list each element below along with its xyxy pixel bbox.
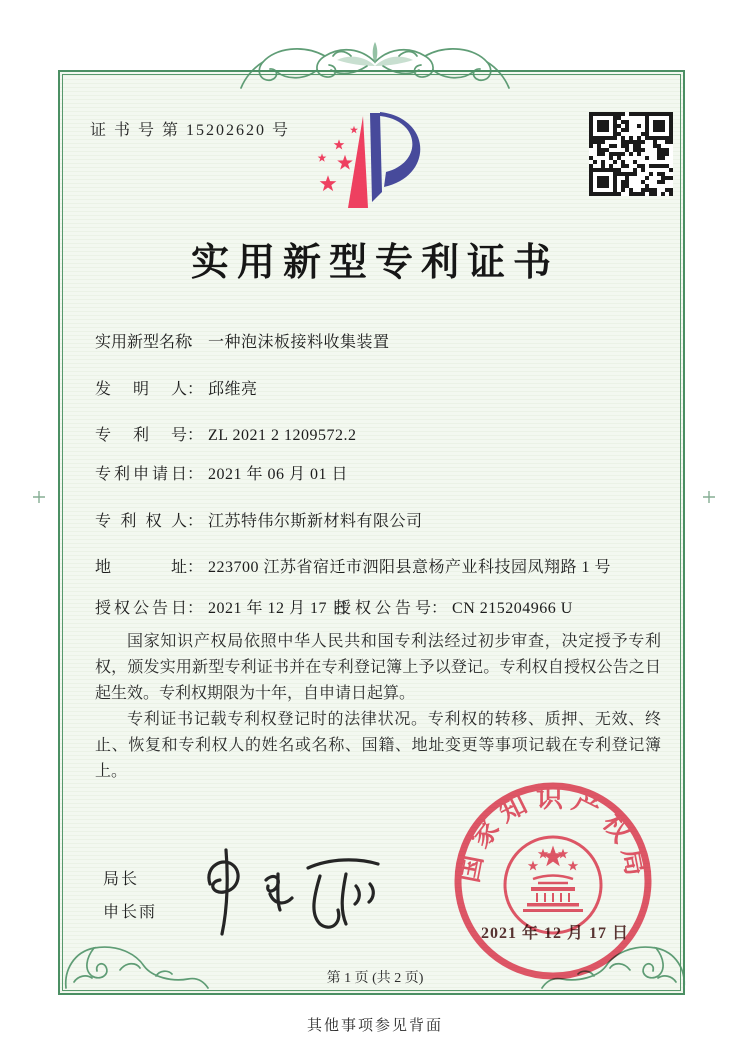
field-colon: ： — [431, 600, 448, 617]
field-value: CN 215204966 U — [452, 600, 573, 617]
field-label: 专利权人 — [95, 513, 187, 530]
cnipa-logo — [308, 110, 434, 214]
top-vine-ornament — [238, 40, 512, 94]
field-label: 实用新型名称 — [95, 334, 192, 351]
field-address — [95, 554, 665, 577]
commissioner-signature — [180, 846, 410, 938]
field-label: 授权公告号 — [335, 600, 431, 617]
field-value: 一种泡沫板接料收集装置 — [208, 334, 390, 351]
field-label: 发明人 — [95, 381, 187, 398]
legal-text — [95, 629, 661, 785]
field-grant-date — [95, 595, 665, 618]
certificate-title: 实用新型专利证书 — [190, 242, 559, 284]
field-colon: ： — [187, 466, 204, 483]
seal-agency-text: 国家知识产权局 — [453, 783, 653, 885]
qr-code — [589, 112, 673, 196]
field-value: 223700 江苏省宿迁市泗阳县意杨产业科技园凤翔路 1 号 — [208, 559, 612, 576]
field-filing-date — [95, 461, 665, 484]
field-colon: ： — [187, 334, 204, 351]
svg-text:国家知识产权局 — [454, 783, 653, 885]
field-colon: ： — [187, 559, 204, 576]
back-note: 其他事项参见背面 — [306, 1018, 443, 1034]
field-value: 2021 年 12 月 17 日 — [208, 600, 349, 617]
right-edge-cross-mark — [702, 490, 716, 504]
field-grant-publication-number — [335, 595, 573, 618]
field-colon: ： — [187, 427, 204, 444]
official-seal — [450, 779, 656, 985]
page-number: 第 1 页 (共 2 页) — [326, 971, 424, 986]
legal-paragraph: 国家知识产权局依照中华人民共和国专利法经过初步审查，决定授予专利权，颁发实用新型专利证书并在专利登记簿上予以登记。专利权自授权公告之日起生效。专利权期限为十年，自申请日起算。 — [95, 633, 661, 702]
field-value: 邱维亮 — [208, 381, 258, 398]
field-label: 地址 — [95, 559, 187, 576]
field-label: 专利申请日 — [95, 466, 187, 483]
field-label: 授权公告日 — [95, 600, 187, 617]
commissioner-name: 申长雨 — [103, 904, 158, 921]
commissioner-title: 局长 — [103, 871, 140, 888]
national-emblem — [505, 837, 601, 933]
field-colon: ： — [187, 513, 204, 530]
field-colon: ： — [187, 600, 204, 617]
legal-paragraph: 专利证书记载专利权登记时的法律状况。专利权的转移、质押、无效、终止、恢复和专利权人的姓名或名称、国籍、地址变更等事项记载在专利登记簿上。 — [95, 711, 661, 780]
field-utility-model-name — [95, 329, 665, 352]
field-patentee — [95, 508, 665, 531]
left-edge-cross-mark — [32, 490, 46, 504]
field-colon: ： — [187, 381, 204, 398]
field-inventor — [95, 376, 665, 399]
field-value: ZL 2021 2 1209572.2 — [208, 427, 357, 444]
field-label: 专利号 — [95, 427, 187, 444]
seal-date: 2021 年 12 月 17 日 — [480, 925, 629, 942]
field-value: 江苏特伟尔斯新材料有限公司 — [208, 513, 423, 530]
field-patent-number — [95, 422, 665, 445]
field-value: 2021 年 06 月 01 日 — [208, 466, 349, 483]
certificate-number: 证 书 号 第 15202620 号 — [90, 122, 291, 139]
